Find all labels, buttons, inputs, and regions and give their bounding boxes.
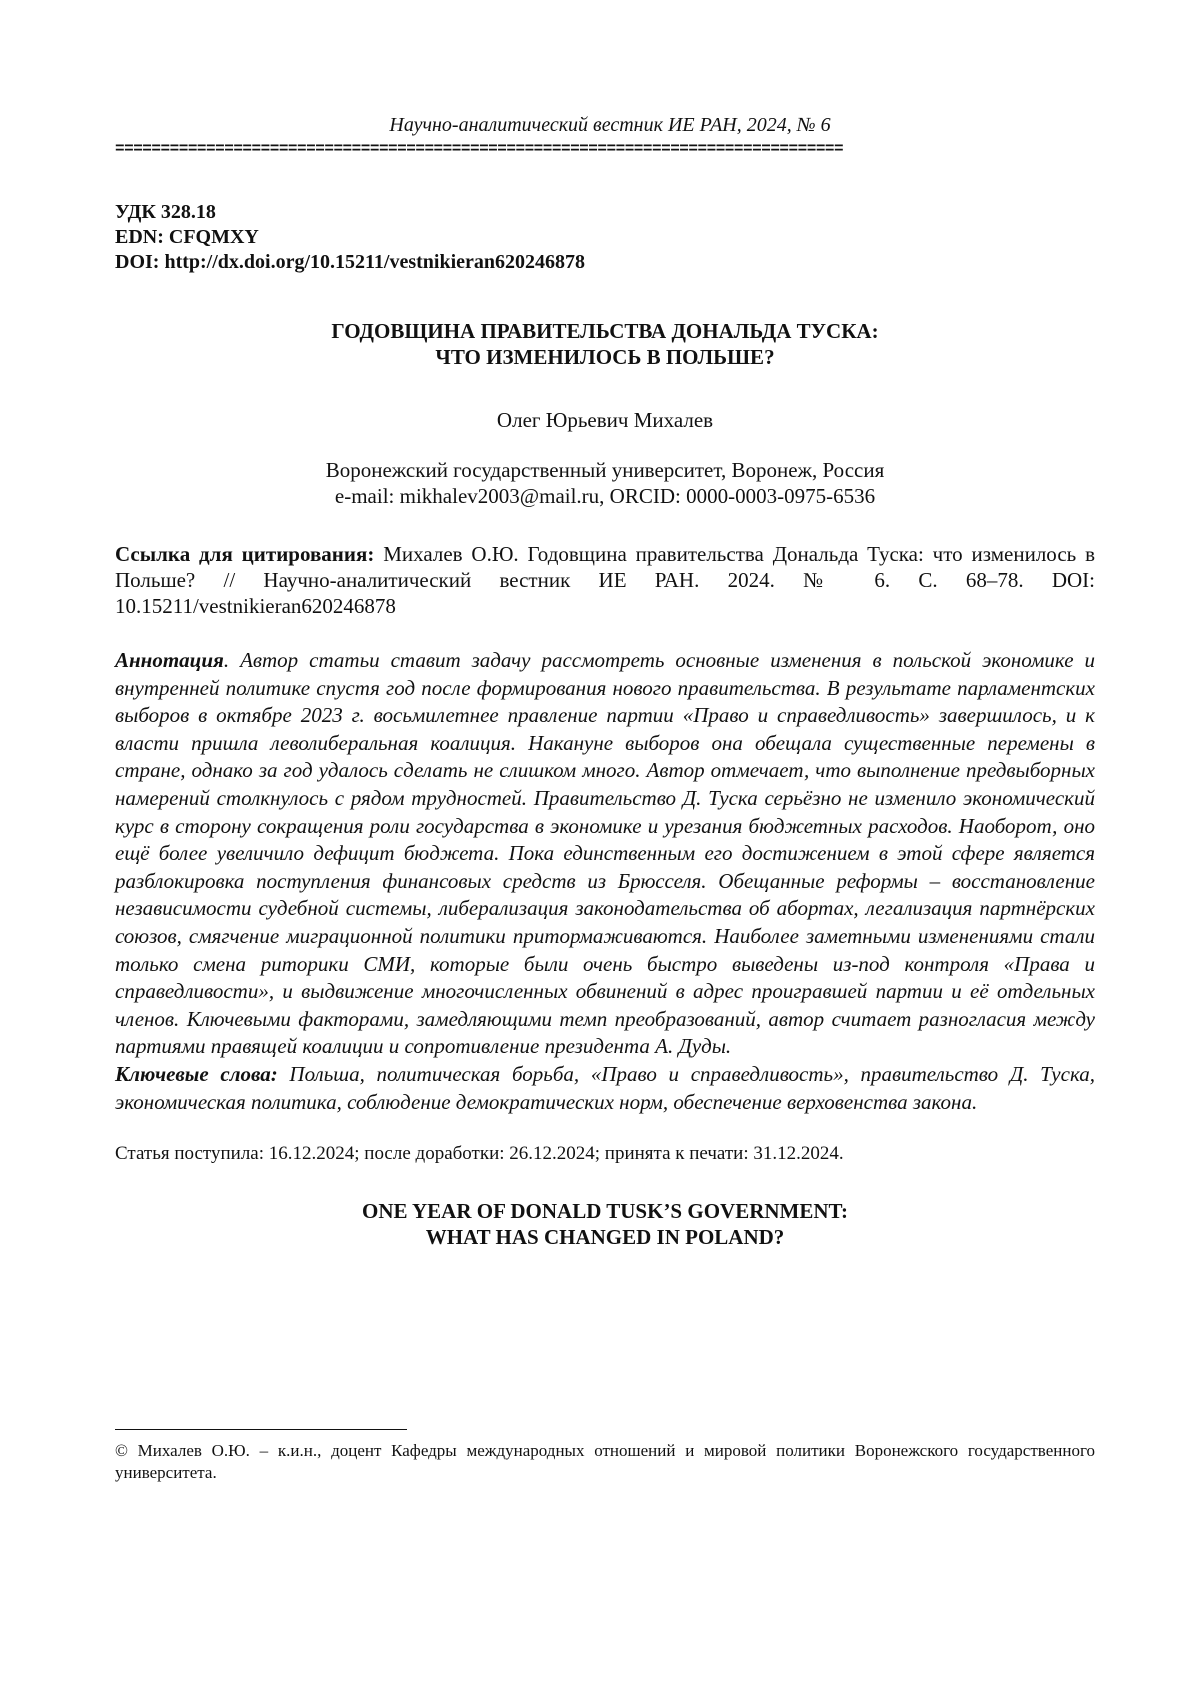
- identifiers-block: [115, 200, 1095, 275]
- author-affiliation-block: [115, 457, 1095, 509]
- article-dates: Статья поступила: 16.12.2024; после доработки: 26.12.2024; принята к печати: 31.12.2024.: [115, 1143, 844, 1165]
- author-contact[interactable]: e-mail: mikhalev2003@mail.ru, ORCID: 0000-0003-0975-6536: [334, 484, 876, 508]
- keywords-label: Ключевые слова:: [115, 1061, 278, 1086]
- citation-label: Ссылка для цитирования:: [115, 542, 375, 566]
- doi-link[interactable]: DOI: http://dx.doi.org/10.15211/vestnikieran620246878: [115, 251, 586, 273]
- title-en-line-1: ONE YEAR OF DONALD TUSK’S GOVERNMENT:: [362, 1199, 848, 1224]
- abstract-block: [115, 647, 1095, 1061]
- keywords-text: Польша, политическая борьба, «Право и справедливость», правительство Д. Туска, экономическая политика, соблюдение демократических норм, обеспечение верховенства закона.: [115, 1061, 1095, 1114]
- author-name: Олег Юрьевич Михалев: [496, 408, 714, 432]
- article-title-en: [115, 1198, 1095, 1250]
- footnote-divider: [115, 1429, 407, 1430]
- article-page: [115, 112, 1095, 1250]
- edn-code: EDN: CFQMXY: [115, 226, 259, 248]
- abstract-text: . Автор статьи ставит задачу рассмотреть основные изменения в польской экономике и внутренней политике спустя год после формирования нового правительства. В результате парламентских выборов в октябре 2023 г. восьмилетнее правление партии «Право и справедливость» завершилось, и к власти пришла леволиберальная коалиция. Накануне выборов она обещала существенные перемены в стране, однако за год удалось сделать не слишком много. Автор отмечает, что выполнение предвыборных намерений столкнулось с рядом трудностей. Правительство Д. Туска серьёзно не изменило экономический курс в сторону сокращения роли государства в экономике и урезания бюджетных расходов. Наоборот, оно ещё более увеличило дефицит бюджета. Пока единственным его достижением в этой сфере является разблокировка поступления финансовых средств из Брюсселя. Обещанные реформы – восстановление независимости судебной системы, либерализация законодательства об абортах, легализация партнёрских союзов, смягчение миграционной политики притормаживаются. Наиболее заметными изменениями стали только смена риторики СМИ, которые были очень быстро выведены из-под контроля «Права и справедливости», и выдвижение многочисленных обвинений в адрес проигравшей партии и её отдельных членов. Ключевыми факторами, замедляющими темп преобразований, автор считает разногласия между партиями правящей коалиции и сопротивление президента А. Дуды.: [115, 648, 1095, 1059]
- udk-code: УДК 328.18: [115, 201, 216, 223]
- title-en-line-2: WHAT HAS CHANGED IN POLAND?: [425, 1225, 785, 1250]
- running-head: Научно-аналитический вестник ИЕ РАН, 2024, № 6: [389, 114, 831, 136]
- keywords-block: [115, 1061, 1095, 1116]
- citation-block: [115, 541, 1095, 619]
- header-rule: ================================================================================: [115, 142, 844, 156]
- author-affiliation: Воронежский государственный университет, Воронеж, Россия: [325, 458, 885, 482]
- title-ru-line-2: ЧТО ИЗМЕНИЛОСЬ В ПОЛЬШЕ?: [435, 345, 775, 369]
- abstract-label: Аннотация: [115, 648, 224, 672]
- title-ru-line-1: ГОДОВЩИНА ПРАВИТЕЛЬСТВА ДОНАЛЬДА ТУСКА:: [331, 319, 879, 343]
- article-title-ru: [115, 318, 1095, 370]
- citation-text: Михалев О.Ю. Годовщина правительства Дональда Туска: что изменилось в Польше? // Научно-аналитический вестник ИЕ РАН. 2024. № 6. С. 68–78. DOI: 10.15211/vestnikieran620246878: [115, 542, 1095, 618]
- footnote: © Михалев О.Ю. – к.и.н., доцент Кафедры международных отношений и мировой политики Воронежского государственного университета.: [115, 1441, 1095, 1482]
